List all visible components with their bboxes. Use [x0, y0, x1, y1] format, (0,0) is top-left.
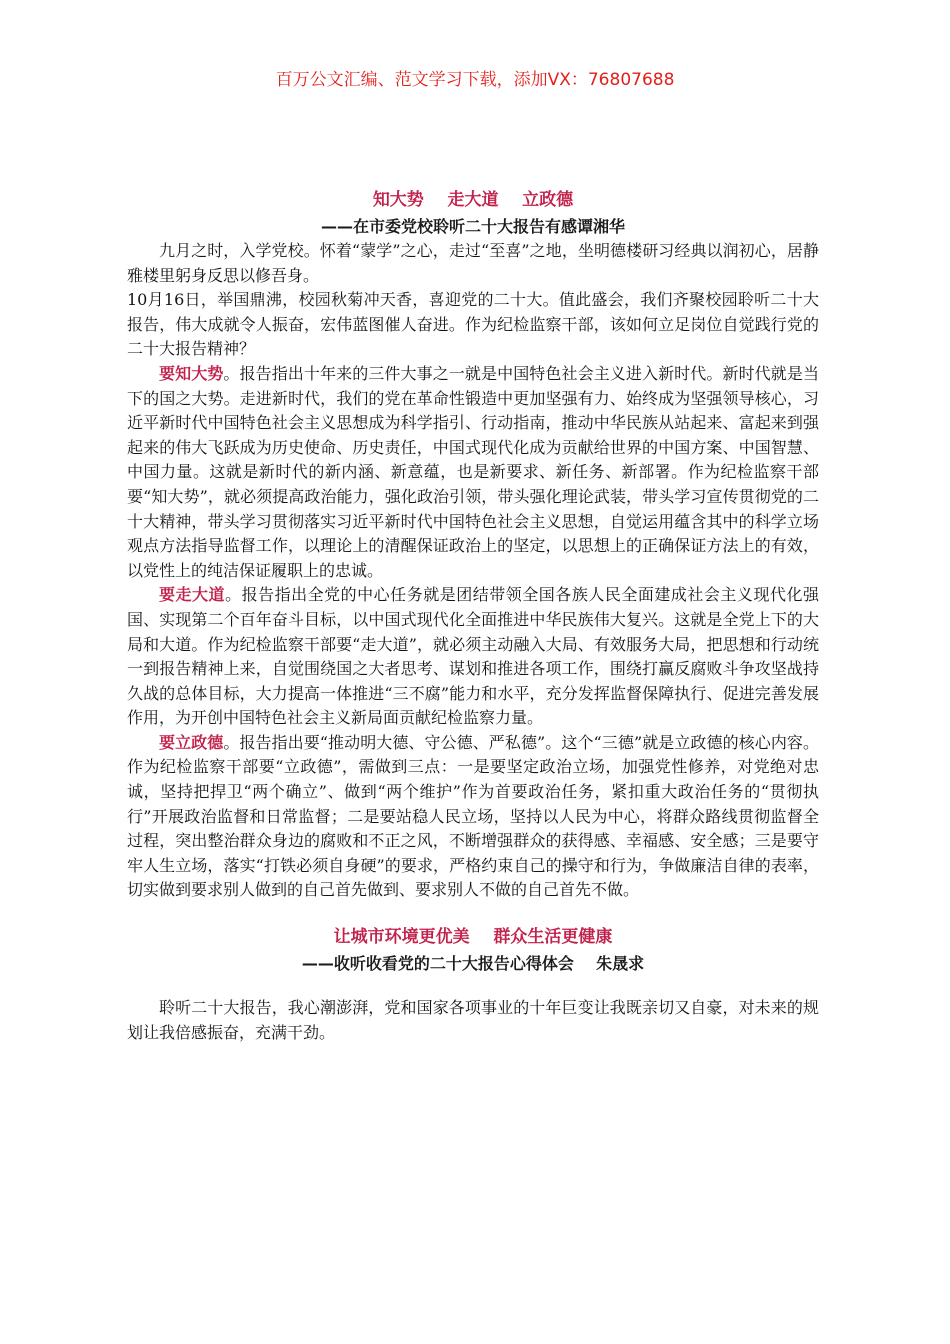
article1-subtitle: ——在市委党校聆听二十大报告有感谭湘华: [320, 217, 625, 236]
header-banner: 百万公文汇编、范文学习下载，添加VX：76807688: [275, 70, 675, 90]
article1-paragraph-intro: 九月之时，入学党校。怀着“蒙学”之心，走过“至喜”之地，坐明德楼研习经典以润初心，居静雅楼里躬身反思以修吾身。: [127, 241, 819, 285]
section-lead-walk-road: 要走大道: [159, 585, 226, 605]
section-text-know-trend: 。报告指出十年来的三件大事之一就是中国特色社会主义进入新时代。新时代就是当下的国之大势。走进新时代，我们的党在革命性锻造中更加坚强有力、始终成为坚强领导核心，习近平新时代中国特色社会主义思想成为科学指引、行动指南，推动中华民族从站起来、富起来到强起来的伟大飞跃成为历史使命、历史责任，中国式现代化成为贡献给世界的中国方案、中国智慧、中国力量。这就是新时代的新内涵、新意蕴，也是新要求、新任务、新部署。作为纪检监察干部要“知大势”，就必须提高政治能力，强化政治引领，带头强化理论武装，带头学习宣传贯彻党的二十大精神，带头学习贯彻落实习近平新时代中国特色社会主义思想，自觉运用蕴含其中的科学立场观点方法指导监督工作，以理论上的清醒保证政治上的坚定，以思想上的正确保证方法上的有效，以党性上的纯洁保证履职上的忠诚。: [127, 363, 819, 580]
section-lead-political-virtue: 要立政德: [159, 732, 224, 752]
section-spacer: [127, 903, 819, 923]
article1-section-know-trend: [127, 362, 819, 583]
section-text-political-virtue: 。报告指出要“推动明大德、守公德、严私德”。这个“三德”就是立政德的核心内容。作为纪检监察干部要“立政德”，需做到三点：一是要坚定政治立场，加强党性修养，对党绝对忠诚，坚持把捍卫“两个确立”、做到“两个维护”作为首要政治任务，紧扣重大政治任务的“贯彻执行”开展政治监督和日常监督；二是要站稳人民立场，坚持以人民为中心，将群众路线贯彻监督全过程，突出整治群众身边的腐败和不正之风，不断增强群众的获得感、幸福感、安全感；三是要守牢人生立场，落实“打铁必须自身硬”的要求，严格约束自己的操守和行为，争做廉洁自律的表率，切实做到要求别人做到的自己首先做到、要求别人不做的自己首先不做。: [127, 732, 819, 900]
article1-section-political-virtue: [127, 731, 819, 903]
article1-title: 知大势 走大道 立政德: [372, 190, 574, 210]
subtitle-spacer: [127, 976, 819, 996]
article2-title: 让城市环境更优美 群众生活更健康: [333, 927, 613, 948]
section-lead-know-trend: 要知大势: [159, 363, 224, 383]
document-body: [127, 186, 819, 1045]
article1-section-walk-road: [127, 583, 819, 731]
section-text-walk-road: 。报告指出全党的中心任务就是团结带领全国各族人民全面建成社会主义现代化强国、实现第二个百年奋斗目标，以中国式现代化全面推进中华民族伟大复兴。这就是全党上下的大局和大道。作为纪检监察干部要“走大道”，就必须主动融入大局、有效服务大局，把思想和行动统一到报告精神上来，自觉围绕国之大者思考、谋划和推进各项工作，围绕打赢反腐败斗争攻坚战持久战的总体目标，大力提高一体推进“三不腐”能力和水平，充分发挥监督保障执行、促进完善发展作用，为开创中国特色社会主义新局面贡献纪检监察力量。: [127, 585, 819, 728]
article1-paragraph-context: 10月16日，举国鼎沸，校园秋菊冲天香，喜迎党的二十大。值此盛会，我们齐聚校园聆听二十大报告，伟大成就令人振奋，宏伟蓝图催人奋进。作为纪检监察干部，该如何立足岗位自觉践行党的二十大报告精神？: [127, 290, 819, 359]
article2-subtitle: ——收听收看党的二十大报告心得体会 朱晟求: [301, 954, 645, 974]
article2-paragraph-intro: 聆听二十大报告，我心潮澎湃，党和国家各项事业的十年巨变让我既亲切又自豪，对未来的规划让我倍感振奋，充满干劲。: [127, 998, 819, 1042]
